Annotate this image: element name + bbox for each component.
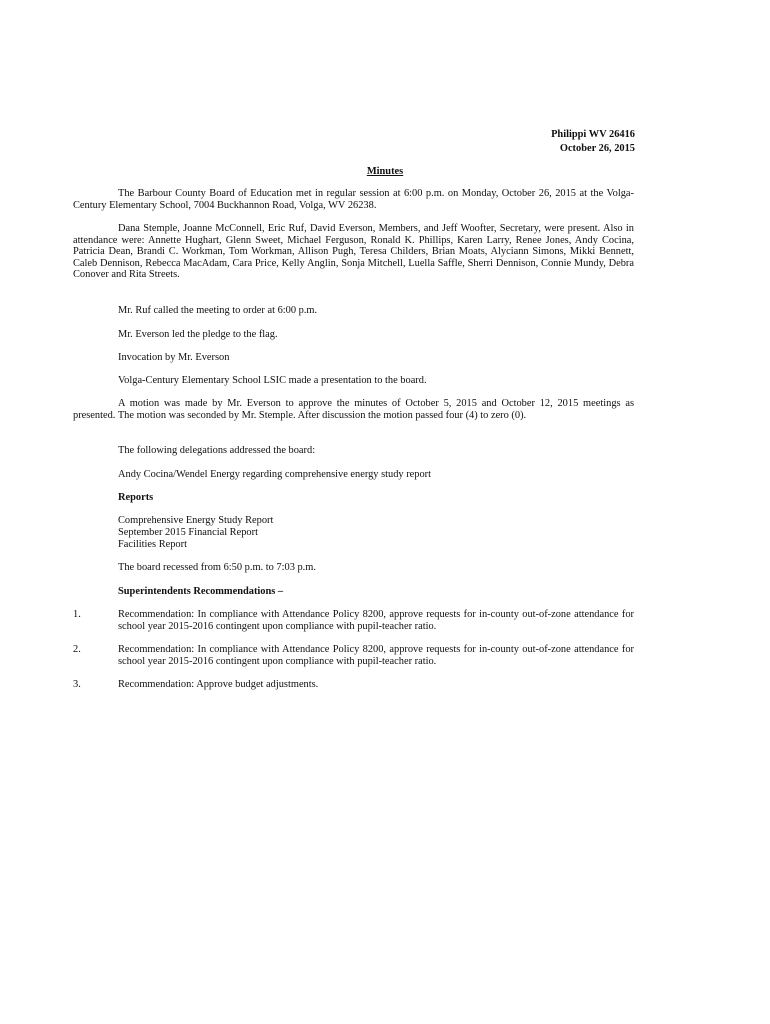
- report-item: Facilities Report: [118, 539, 187, 550]
- attendance-paragraph: [73, 223, 634, 281]
- attendance-text: Dana Stemple, Joanne McConnell, Eric Ruf, David Everson, Members, and Jeff Woofter, Secretary, were present. Also in attendance were: Annette Hughart, Glenn Sweet, Michael Ferguson, Ronald K. Phillips, Karen Larry, Renee Jones, Andy Cocina, Patricia Dean, Brandi C. Workman, Tom Workman, Allison Pugh, Teresa Childers, Brian Moats, Alyciann Simons, Mikki Bennett, Caleb Dennison, Rebecca MacAdam, Cara Price, Kelly Anglin, Sonja Mitchell, Luella Saffle, Sherri Dennison, Connie Mundy, Debra Conover and Rita Streets.: [73, 223, 634, 281]
- report-item: Comprehensive Energy Study Report: [118, 515, 274, 526]
- recommendation-number: 1.: [73, 609, 81, 620]
- header-date: October 26, 2015: [559, 142, 635, 154]
- pledge: Mr. Everson led the pledge to the flag.: [118, 329, 278, 340]
- presentation: Volga-Century Elementary School LSIC made a presentation to the board.: [118, 375, 427, 386]
- header-location: Philippi WV 26416: [551, 129, 635, 140]
- document-header: [551, 128, 635, 155]
- recommendation-text: Recommendation: Approve budget adjustments.: [118, 679, 319, 690]
- delegation-item: Andy Cocina/Wendel Energy regarding comprehensive energy study report: [118, 469, 432, 480]
- document-title: Minutes: [366, 166, 404, 177]
- recess: The board recessed from 6:50 p.m. to 7:03 p.m.: [118, 562, 316, 573]
- invocation: Invocation by Mr. Everson: [118, 352, 230, 363]
- recommendation-text: Recommendation: In compliance with Attendance Policy 8200, approve requests for in-county out-of-zone attendance for school year 2015-2016 contingent upon compliance with pupil-teacher ratio.: [118, 644, 634, 667]
- recommendation-number: 3.: [73, 679, 81, 690]
- call-to-order: Mr. Ruf called the meeting to order at 6:00 p.m.: [118, 305, 318, 316]
- delegations-intro: The following delegations addressed the board:: [118, 445, 316, 456]
- motion-text: A motion was made by Mr. Everson to approve the minutes of October 5, 2015 and October 12, 2015 meetings as presented. The motion was seconded by Mr. Stemple. After discussion the motion passed four (4) to zero (0).: [73, 398, 634, 421]
- recommendation-text: Recommendation: In compliance with Attendance Policy 8200, approve requests for in-county out-of-zone attendance for school year 2015-2016 contingent upon compliance with pupil-teacher ratio.: [118, 609, 634, 632]
- motion-paragraph: [73, 398, 634, 421]
- opening-text: The Barbour County Board of Education met in regular session at 6:00 p.m. on Monday, October 26, 2015 at the Volga-Century Elementary School, 7004 Buckhannon Road, Volga, WV 26238.: [73, 188, 634, 211]
- reports-heading: Reports: [118, 492, 154, 503]
- recommendation-number: 2.: [73, 644, 81, 655]
- opening-paragraph: [73, 188, 634, 211]
- recommendations-heading: Superintendents Recommendations –: [118, 586, 284, 597]
- report-item: September 2015 Financial Report: [118, 527, 258, 538]
